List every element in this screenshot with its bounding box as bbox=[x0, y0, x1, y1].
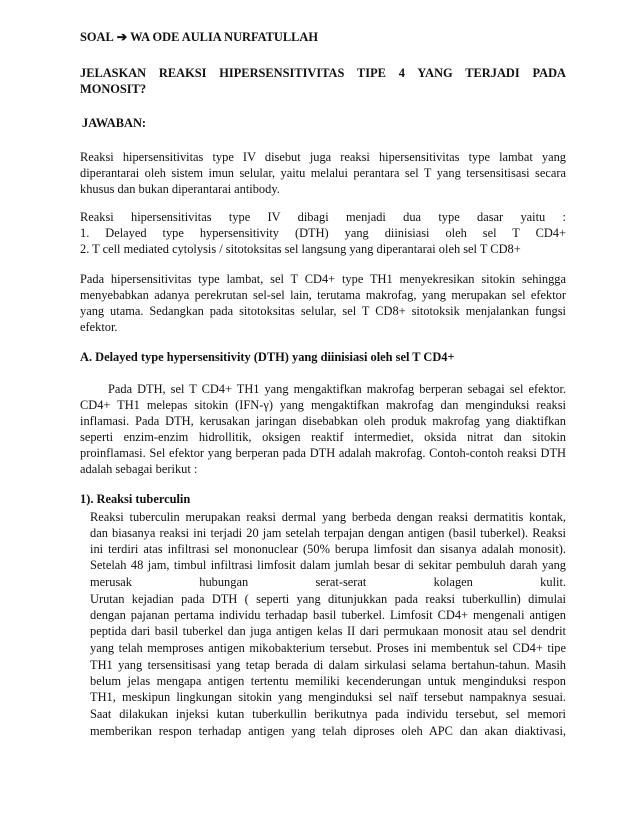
paragraph-line: dan biasanya reaksi ini terjadi 20 jam setelah terpajan dengan antigen (basil tuberkel). Reaksi bbox=[90, 526, 566, 540]
paragraph-line: menyebabkan adanya perekrutan sel-sel lain, terutama makrofag, yang merupakan sel efektor bbox=[80, 288, 566, 302]
paragraph-line: Urutan kejadian pada DTH ( seperti yang ditunjukkan pada reaksi tuberkullin) dimulai bbox=[90, 592, 566, 606]
paragraph-line: yang utama. Sedangkan pada sitotoksitas selular, sel T CD8+ sitotoksik menjalankan fungsi bbox=[80, 304, 566, 318]
paragraph-line: Reaksi hipersensitivitas type IV disebut juga reaksi hipersensitivitas type lambat yang bbox=[80, 150, 566, 164]
paragraph-line: Saat dilakukan injeksi kutan tuberkullin berikutnya pada individu tersebut, sel memori bbox=[90, 707, 566, 721]
paragraph-line: TH1, meskipun lingkungan sitokin yang menginduksi sel naïf tersebut nampaknya sesuai. bbox=[90, 690, 566, 704]
list-item: 2. T cell mediated cytolysis / sitotoksitas sel langsung yang diperantarai oleh sel T CD8+ bbox=[80, 242, 521, 256]
soal-label: SOAL bbox=[80, 30, 114, 44]
paragraph-line: ini terdiri atas infiltrasi sel mononuclear (50% berupa limfosit dan sisanya adalah monosit). bbox=[90, 542, 566, 556]
paragraph-line: Reaksi tuberculin merupakan reaksi dermal yang berbeda dengan reaksi dermatitis kontak, bbox=[90, 510, 566, 524]
right-arrow-icon: ➔ bbox=[116, 30, 128, 44]
list-item: 1. Delayed type hypersensitivity (DTH) yang diinisiasi oleh sel T CD4+ bbox=[80, 226, 566, 240]
paragraph-line: Setelah 48 jam, timbul infiltrasi limfosit dalam jumlah besar di sekitar pembuluh darah yang bbox=[90, 558, 566, 572]
paragraph-line: Pada DTH, sel T CD4+ TH1 yang mengaktifkan makrofag berperan sebagai sel efektor. bbox=[108, 382, 566, 396]
author-name: WA ODE AULIA NURFATULLAH bbox=[130, 30, 318, 44]
paragraph-line: Pada hipersensitivitas type lambat, sel T CD4+ type TH1 menyekresikan sitokin sehingga bbox=[80, 272, 566, 286]
paragraph-line: efektor. bbox=[80, 320, 118, 334]
paragraph-line: khusus dan bukan diperantarai antibody. bbox=[80, 182, 280, 196]
paragraph-line: diperantarai oleh sistem imun selular, yaitu melalui perantara sel T yang tersensitisasi secara bbox=[80, 166, 566, 180]
section-heading: A. Delayed type hypersensitivity (DTH) yang diinisiasi oleh sel T CD4+ bbox=[80, 350, 455, 364]
paragraph-line: CD4+ TH1 melepas sitokin (IFN-γ) yang mengaktifkan makrofag dan menginduksi reaksi bbox=[80, 398, 566, 412]
paragraph-line: peptida dari basil tuberkel dan juga antigen kelas II dari permukaan monosit atau sel dendrit bbox=[90, 624, 566, 638]
paragraph-line: yang telah memproses antigen mikobakterium tersebut. Proses ini membentuk sel CD4+ tipe bbox=[90, 641, 566, 655]
paragraph-line: merusak hubungan serat-serat kolagen kulit. bbox=[90, 575, 566, 589]
answer-label: JAWABAN: bbox=[82, 116, 147, 130]
paragraph-line: memberikan respon terhadap antigen yang telah diproses oleh APC dan akan diaktivasi, bbox=[90, 724, 566, 738]
question-line-2: MONOSIT? bbox=[80, 82, 147, 96]
paragraph-line: Reaksi hipersensitivitas type IV dibagi menjadi dua type dasar yaitu : bbox=[80, 210, 566, 224]
paragraph-line: belum jelas mengapa antigen tertentu memiliki kecenderungan untuk menginduksi respon bbox=[90, 674, 566, 688]
paragraph-line: adalah sebagai berikut : bbox=[80, 462, 198, 476]
header-line bbox=[80, 30, 318, 45]
paragraph-line: seperti enzim-enzim hidrollitik, oksigen reaktif intermediet, oksida nitrat dan sitokin bbox=[80, 430, 566, 444]
subsection-heading: 1). Reaksi tuberculin bbox=[80, 492, 191, 506]
paragraph-line: dengan pajanan pertama individu terhadap basil tuberkel. Limfosit CD4+ mengenali antigen bbox=[90, 608, 566, 622]
paragraph-line: proinflamasi. Sel efektor yang berperan pada DTH adalah makrofag. Contoh-contoh reaksi DTH bbox=[80, 446, 566, 460]
question-line-1: JELASKAN REAKSI HIPERSENSITIVITAS TIPE 4 YANG TERJADI PADA bbox=[80, 66, 566, 80]
paragraph-line: inflamasi. Pada DTH, kerusakan jaringan disebabkan oleh produk makrofag yang diaktifkan bbox=[80, 414, 566, 428]
paragraph-line: TH1 yang tersensitisasi yang tetap berada di dalam sirkulasi selama bertahun-tahun. Masih bbox=[90, 658, 566, 672]
